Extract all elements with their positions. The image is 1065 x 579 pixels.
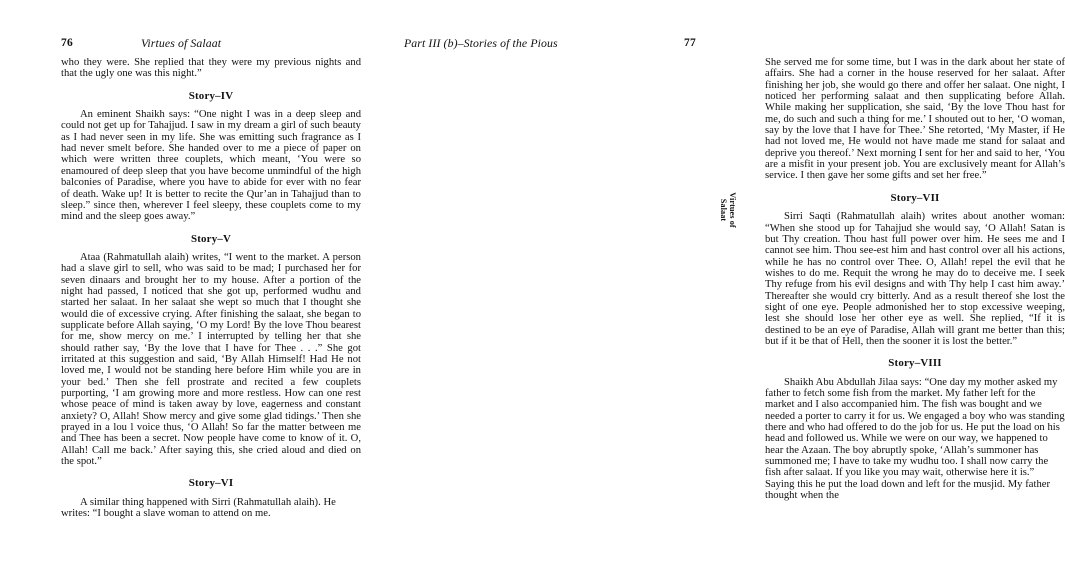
paragraph: A similar thing happened with Sirri (Rahmatullah alaih). He writes: “I bought a slave woman to attend on me. — [61, 496, 336, 520]
left-page-running-title: Virtues of Salaat — [141, 36, 222, 50]
spacer — [765, 204, 1065, 211]
paragraph: Sirri Saqti (Rahmatullah alaih) writes about another woman: “When she stood up for Tahajjud she would say, ‘O Allah! Satan is but Thy creation. Thou hast full power over him. He sees me and I cannot see him. Thou see-est him and hast control over all his actions, while he has no control over Thee. O, Allah! repel the evil that he wishes to do me. Requit the wrong he may do to deceive me. I seek Thy refuge from his evil designs and with Thy help I cast him away.’ Thereafter she would cry bitterly. And as a result thereof she lost the sight of one eye. People admonished her to stop excessive weeping, lest she should lose her other eye as well. She replied, “If it is destined to be an eye of Paradise, Allah will grant me better than this; but if it be that of Hell, then the sooner it is lost the better.” — [765, 211, 1065, 347]
story-heading: Story–VI — [188, 477, 234, 490]
story-heading: Story–VII — [890, 191, 940, 204]
paragraph: Shaikh Abu Abdullah Jilaa says: “One day my mother asked my father to fetch some fish from the market. My father left for the market and I also accompanied him. The fish was bought and we needed a porter to carry it for us. We engaged a boy who was standing there and who had offered to do the job for us. He put the load on his head and followed us. While we were on our way, we happened to hear the Azaan. The boy abruptly spoke, ‘Allah’s summoner has summoned me; I have to take my wudhu too. I shall now carry the fish after salaat. If you like you may wait, otherwise here it is.” Saying this he put the load down and left for the musjid. My father thought when the — [765, 376, 1065, 502]
side-thumb-tab-line-2: Salaat — [719, 198, 728, 222]
right-page — [375, 0, 1065, 579]
right-page-running-title: Part III (b)–Stories of the Pious — [404, 36, 558, 50]
paragraph: She served me for some time, but I was in the dark about her state of affairs. She had a corner in the house reserved for her salaat. After finishing her job, she would go there and offer her salaat. One night, I noticed her performing salaat and then supplicating before Allah. While making her supplication, she said, ‘By the love Thou hast for me, do such and such a thing for me.’ I shouted out to her, ‘O woman, say by the love that I have for Thee.’ She retorted, ‘My Master, if He had not loved me, He would not have made me stand for salaat and deprive you thereof.’ Next morning I sent for her and said to her, ‘You are a misfit in your present job. You are exclusively meant for Allah’s service. I then gave her some gifts and set her free.” — [765, 57, 1065, 182]
paragraph: Ataa (Rahmatullah alaih) writes, “I went to the market. A person had a slave girl to sell, who was said to be mad; I purchased her for seven dinaars and brought her to my house. After a portion of the night had passed, I noticed that she got up, performed wudhu and started her salaat. In her salaat she wept so much that I thought she would die of excessive crying. After finishing the salaat, she began to supplicate before Allah saying, ‘O my Lord! By the love Thou bearest for me, show mercy on me.’ I interrupted by telling her that she should rather say, ‘By the love that I have for Thee . . .” She got irritated at this suggestion and said, ‘By Allah Himself! Had He not loved me, I would not be standing here before Him while you are in your bed.’ Then she fell prostrate and recited a few couplets purporting, ‘I am growing more and more restless. How can one rest whose peace of mind is taken away by love, eagerness and constant anxiety? O, Allah! Show mercy and give some glad tidings.’ Then she prayed in a lou l voice thus, ‘O Allah! So far the matter between me and Thee has been a secret. Now people have come to know of it. O, Allah! Call me back.’ After saying this, she cried aloud and died on the spot.” — [61, 251, 361, 468]
story-heading: Story–VIII — [888, 357, 942, 370]
spacer — [765, 370, 1065, 377]
left-page-folio: 76 — [61, 37, 73, 49]
story-heading: Story–V — [190, 232, 232, 245]
spacer — [61, 490, 361, 497]
left-page-text-column — [61, 57, 361, 520]
side-thumb-tab — [708, 150, 748, 270]
right-page-text-column — [765, 57, 1065, 502]
side-thumb-tab-label — [719, 192, 737, 228]
story-heading: Story–IV — [188, 89, 234, 102]
spacer — [61, 223, 361, 234]
right-page-running-head — [375, 36, 749, 50]
left-page — [0, 0, 374, 579]
spacer — [61, 245, 361, 252]
spacer — [61, 102, 361, 109]
paragraph: who they were. She replied that they were my previous nights and that the ugly one was this night.” — [61, 57, 361, 80]
paragraph: An eminent Shaikh says: “One night I was in a deep sleep and could not get up for Tahajjud. I saw in my dream a girl of such beauty as I had never seen in my life. She was emitting such fragrance as I had never smelt before. She handed over to me a piece of paper on which were written three couplets, which meant, ‘You were so enamoured of deep sleep that you have become unmindful of the high balconies of Paradise, where you have to abide for ever with no fear of death. Wake up! It is better to recite the Qur’an in Tahajjud than to sleep.” since then, wherever I feel sleepy, these couplets come to my mind and the sleep goes away.” — [61, 109, 361, 223]
side-thumb-tab-line-1: Virtues of — [728, 192, 738, 228]
right-page-folio: 77 — [684, 37, 696, 49]
left-page-running-head — [0, 36, 374, 50]
